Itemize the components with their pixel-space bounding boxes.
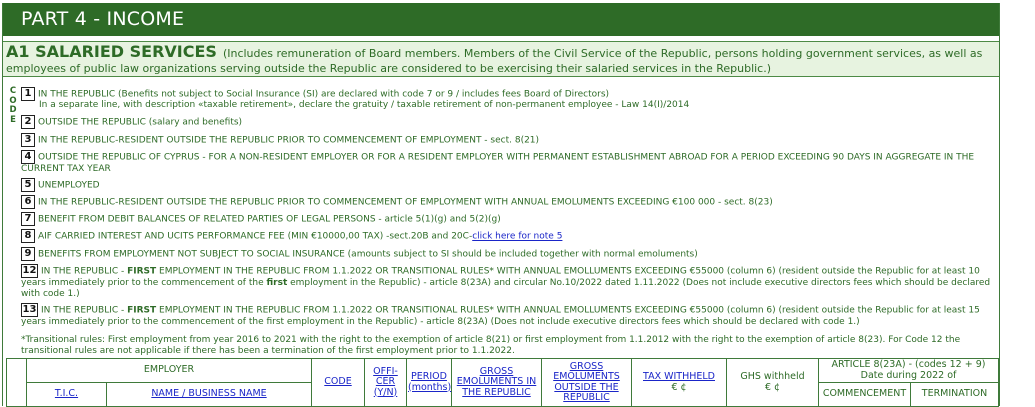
- code-list: [3, 81, 999, 356]
- row-marker-cell: [7, 359, 27, 407]
- code-text: IN THE REPUBLIC -: [41, 305, 128, 316]
- code-item-9: [21, 247, 993, 261]
- section-description: (Includes remuneration of Board members. Members of the Civil Service of the Republic, persons holding government services, as well as employees of public law organizations serving outside the Republic are considered to be exercising their salaried services in the Republic.): [6, 47, 983, 75]
- code-letter: D: [9, 105, 17, 115]
- code-box: 4: [21, 150, 35, 164]
- commencement-column-header: COMMENCEMENT: [819, 383, 911, 407]
- code-text-bold: FIRST: [127, 305, 157, 316]
- code-box: 9: [21, 247, 35, 261]
- tax-withheld-column-header: [632, 359, 727, 407]
- termination-column-header: TERMINATION: [911, 383, 999, 407]
- employer-table-header: [6, 358, 999, 407]
- code-text: IN THE REPUBLIC-RESIDENT OUTSIDE THE REPUBLIC PRIOR TO COMMENCEMENT OF EMPLOYMENT - sect. 8(21): [38, 135, 540, 146]
- ghs-label: GHS withheld: [740, 371, 805, 382]
- code-text: EMPLOYMENT IN THE REPUBLIC FROM 1.1.2022 OR TRANSITIONAL RULES* WITH ANNUAL EMOLLUMENTS EXCEEDING €55000 (column 6) (resident outside the Republic for at least 15 years immediately prior to the commencement of the first employment in the Republic) - article 8(23A) (Does not include executive directors fees which should be declared with code 1.): [21, 305, 980, 327]
- code-box: 13: [22, 304, 37, 315]
- code-item-5: [21, 178, 993, 192]
- code-item-1: [21, 87, 993, 101]
- code-letter: O: [9, 95, 17, 106]
- code-item-7: [21, 212, 993, 226]
- code-text: EMPLOYMENT IN THE REPUBLIC FROM 1.1.2022 OR TRANSITIONAL RULES* WITH ANNUAL EMOLLUMENTS EXCEEDING €55000 (column 6) (resident outside the Republic for at least 10 years immediately prior to the commencement of the: [21, 266, 980, 288]
- code-text: IN THE REPUBLIC-RESIDENT OUTSIDE THE REPUBLIC PRIOR TO COMMENCEMENT OF EMPLOYMENT WITH ANNUAL EMOLUMENTS EXCEEDING €100 000 - sect. 8(23): [38, 197, 773, 208]
- code-box: 2: [21, 115, 35, 129]
- code-text-bold: FIRST: [127, 266, 157, 277]
- code-box: 3: [21, 133, 35, 147]
- section-title: A1 SALARIED SERVICES: [6, 42, 217, 61]
- code-text: IN THE REPUBLIC -: [41, 266, 128, 277]
- code-text: employment in the Republic) - article 8(23A) and circular No.10/2022 dated 1.11.2022 (Does not include executive directors fees which should be declared with code 1.): [21, 278, 991, 299]
- code-text: BENEFITS FROM EMPLOYMENT NOT SUBJECT TO SOCIAL INSURANCE (amounts subject to SI should be included together with normal emoluments): [38, 249, 698, 260]
- part-header: PART 4 - INCOME: [3, 3, 999, 36]
- code-text: OUTSIDE THE REPUBLIC (salary and benefits): [38, 117, 243, 128]
- name-column-header[interactable]: NAME / BUSINESS NAME: [107, 383, 312, 407]
- period-column-header[interactable]: PERIOD (months): [407, 359, 452, 407]
- code-item-8: [21, 229, 993, 243]
- gross-outside-column-header[interactable]: GROSS EMOLUMENTS OUTSIDE THE REPUBLIC: [542, 359, 632, 407]
- code-letter: C: [9, 86, 17, 96]
- tax-unit: € ¢: [671, 381, 687, 393]
- ghs-column-header: [727, 359, 819, 407]
- code-text: AIF CARRIED INTEREST AND UCITS PERFORMANCE FEE (MIN €10000,00 TAX) -sect.20B and 20C-: [38, 231, 473, 242]
- code-item-4: [21, 150, 993, 175]
- code-box: 8: [21, 229, 35, 243]
- transitional-rules-note: *Transitional rules: First employment from year 2016 to 2021 with the right to the exemption of article 8(21) or first employment from 1.1.2012 with the right to the exemption of article 8(23). For Code 12 the transitional rules are not applicable if there has been a termination of the first employment prior to 1.1.2022.: [21, 335, 961, 356]
- code-text: OUTSIDE THE REPUBLIC OF CYPRUS - FOR A NON-RESIDENT EMPLOYER OR FOR A RESIDENT EMPLOYER WITH PERMANENT ESTABLISHMENT ABROAD FOR A PERIOD EXCEEDING 90 DAYS IN AGGREGATE IN THE CURRENT TAX YEAR: [21, 152, 975, 174]
- code-vertical-label: [9, 87, 17, 125]
- code-text-bold: first: [266, 278, 288, 288]
- code-box: 7: [21, 212, 35, 226]
- code-item-12: [21, 264, 993, 300]
- officer-column-header[interactable]: OFFI-CER (Y/N): [365, 359, 407, 407]
- note-5-link[interactable]: click here for note 5: [472, 231, 563, 242]
- employer-header: EMPLOYER: [27, 359, 312, 383]
- code-1-subnote: In a separate line, with description «taxable retirement», declare the gratuity / taxable retirement of non-permanent employee - Law 14(I)/2014: [39, 100, 690, 110]
- code-text: BENEFIT FROM DEBIT BALANCES OF RELATED PARTIES OF LEGAL PERSONS - article 5(1)(g) and 5(2)(g): [38, 214, 501, 225]
- code-item-3: [21, 133, 993, 147]
- ghs-unit: € ¢: [764, 381, 781, 393]
- code-item-2: [21, 115, 993, 129]
- tic-column-header[interactable]: T.I.C.: [27, 383, 107, 407]
- code-box: 1: [21, 87, 35, 101]
- code-box: 12: [22, 265, 37, 276]
- article-header: ARTICLE 8(23A) - (codes 12 + 9) Date during 2022 of: [819, 359, 999, 383]
- code-item-6: [21, 195, 993, 209]
- tax-withheld-link[interactable]: TAX WITHHELD: [643, 371, 715, 382]
- income-form-frame: [2, 3, 1000, 406]
- gross-republic-column-header[interactable]: GROSS EMOLUMENTS IN THE REPUBLIC: [452, 359, 542, 407]
- code-letter: E: [10, 114, 16, 125]
- code-box: 5: [21, 178, 35, 192]
- code-text: UNEMPLOYED: [38, 180, 100, 191]
- code-column-header[interactable]: CODE: [312, 359, 365, 407]
- code-text: IN THE REPUBLIC (Benefits not subject to Social Insurance (SI) are declared with code 7 or 9 / includes fees Board of Directors): [38, 89, 610, 100]
- code-item-13: [21, 303, 993, 328]
- section-a1-header: [3, 41, 999, 77]
- code-box: 6: [21, 195, 35, 209]
